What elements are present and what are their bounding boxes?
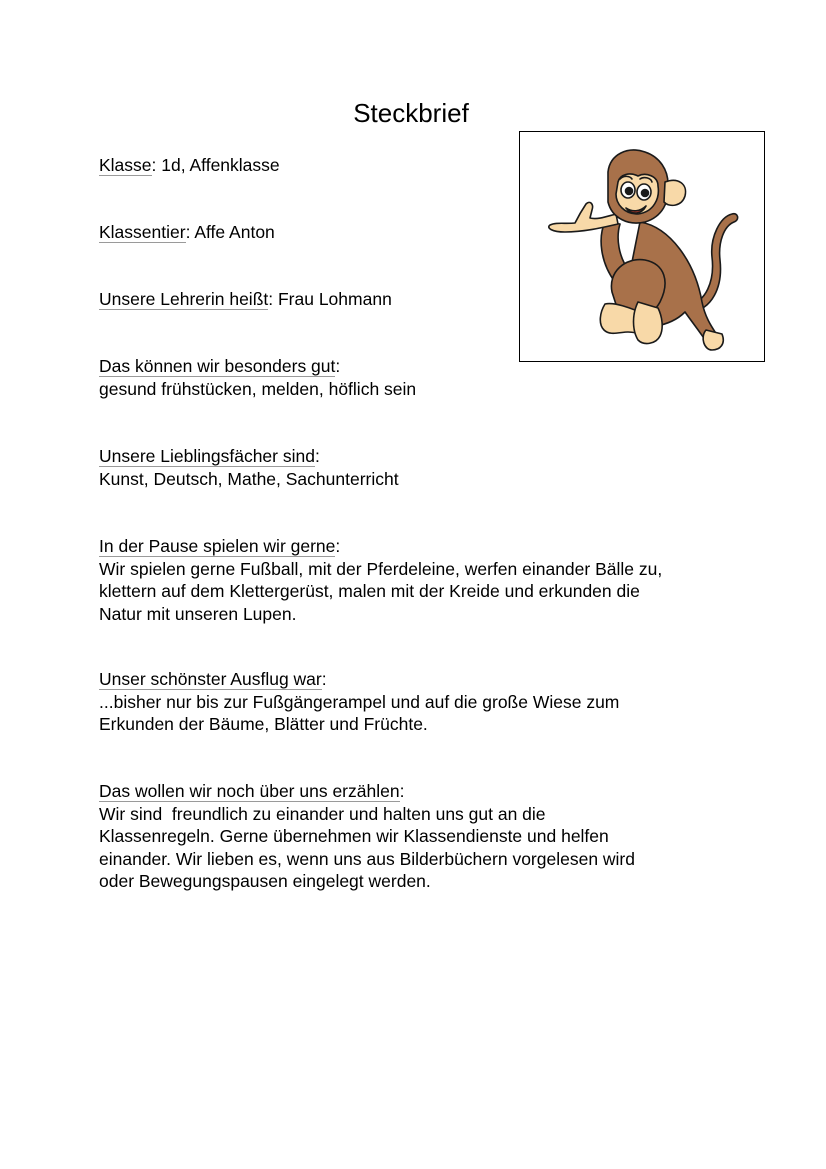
monkey-icon [520,132,766,363]
monkey-picture-frame [519,131,765,362]
field-text-line: Erkunden der Bäume, Blätter und Früchte. [99,714,428,734]
field-label: Klasse [99,155,152,175]
field-value: 1d, Affenklasse [161,155,280,175]
field-value: Affe Anton [194,222,275,242]
field-text-line: Klassenregeln. Gerne übernehmen wir Klassendienste und helfen [99,826,609,846]
page-title [0,98,826,129]
colon: : [314,446,320,466]
colon: : [335,536,341,556]
field-text-line: ...bisher nur bis zur Fußgängerampel und auf die große Wiese zum [99,691,620,712]
title-text: Steckbrief [353,98,469,128]
section-erzaehlen [99,780,739,893]
colon: : [268,289,278,309]
field-label: In der Pause spielen wir gerne [99,536,336,556]
colon: : [185,222,195,242]
field-label: Unsere Lieblingsfächer sind [99,446,315,466]
field-text-line: Wir spielen gerne Fußball, mit der Pferdeleine, werfen einander Bälle zu, [99,558,663,579]
field-text: Kunst, Deutsch, Mathe, Sachunterricht [99,468,399,489]
field-label: Das wollen wir noch über uns erzählen [99,781,400,801]
section-lieblingsfaecher [99,445,739,490]
field-label: Unsere Lehrerin heißt [99,289,269,309]
field-text-line: klettern auf dem Klettergerüst, malen mit der Kreide und erkunden die [99,581,640,601]
field-text-line: einander. Wir lieben es, wenn uns aus Bilderbüchern vorgelesen wird [99,848,635,869]
colon: : [335,356,341,376]
section-pause [99,535,739,625]
field-text: gesund frühstücken, melden, höflich sein [99,378,417,399]
colon: : [151,155,162,175]
field-label: Klassentier [99,222,186,242]
field-value: Frau Lohmann [277,289,392,309]
field-text-line: Natur mit unseren Lupen. [99,603,297,624]
section-ausflug [99,668,739,736]
field-label: Das können wir besonders gut [99,356,336,376]
field-text-line: Wir sind freundlich zu einander und halten uns gut an die [99,803,546,824]
colon: : [399,781,405,801]
field-text-line: oder Bewegungspausen eingelegt werden. [99,871,431,891]
field-label: Unser schönster Ausflug war [99,669,322,689]
colon: : [321,669,327,689]
